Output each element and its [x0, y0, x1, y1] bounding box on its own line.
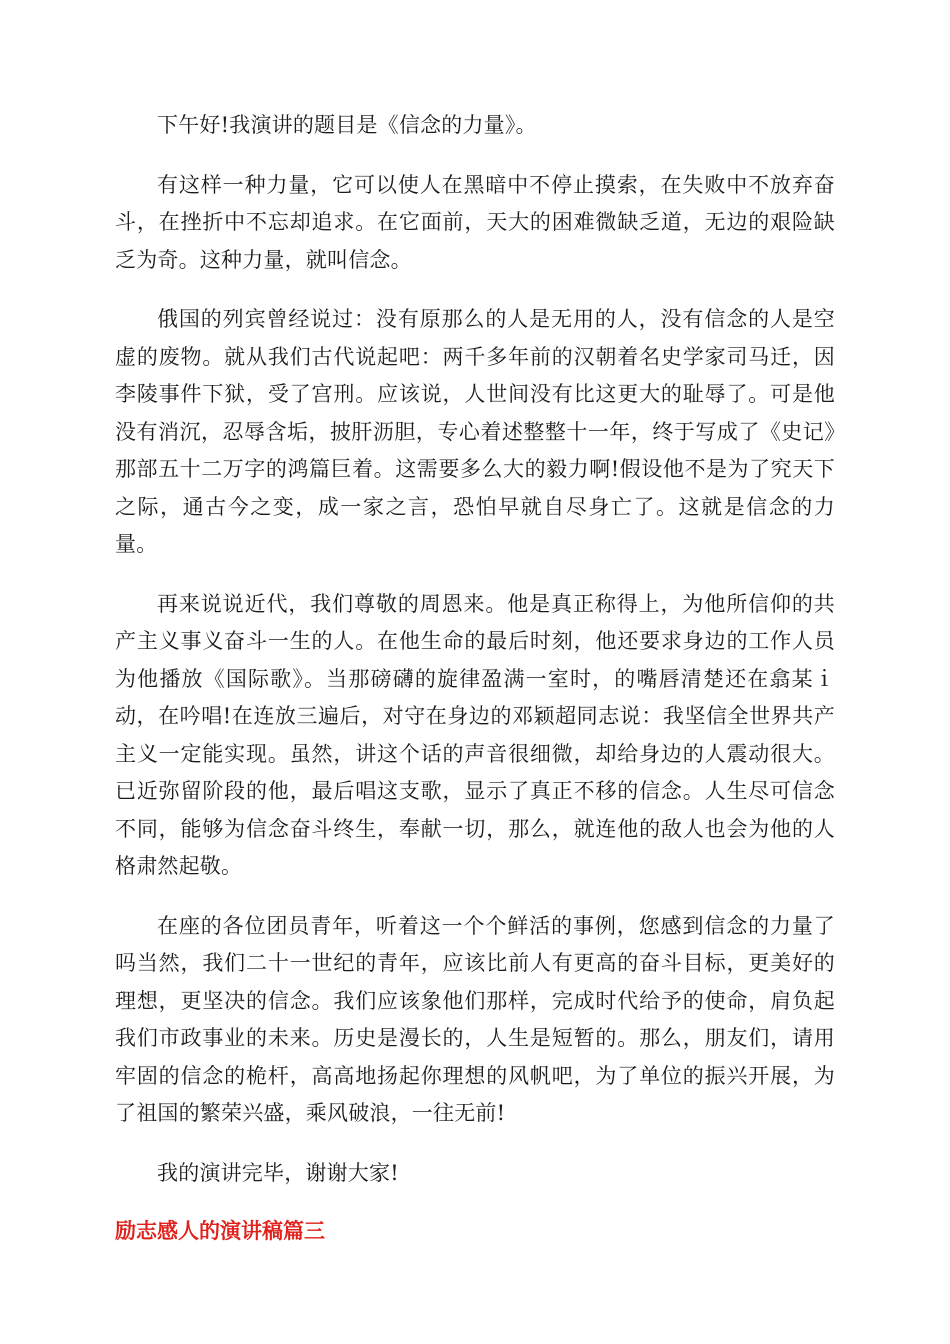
- paragraph-zhou-enlai: 再来说说近代，我们尊敬的周恩来。他是真正称得上，为他所信仰的共产主义事义奋斗一生的人。在他生命的最后时刻，他还要求身边的工作人员为他播放《国际歌》。当那磅礴的旋律盈满一室时，的嘴唇清楚还在翕某ｉ动，在吟唱!在连放三遍后，对守在身边的邓颖超同志说：我坚信全世界共产主义一定能实现。虽然，讲这个话的声音很细微，却给身边的人震动很大。已近弥留阶段的他，最后唱这支歌，显示了真正不移的信念。人生尽可信念不同，能够为信念奋斗终生，奉献一切，那么，就连他的敌人也会为他的人格肃然起敬。: [115, 591, 835, 878]
- document-body: [115, 107, 835, 1246]
- paragraph-closing: 我的演讲完毕，谢谢大家!: [157, 1160, 399, 1185]
- paragraph-power-of-belief: 有这样一种力量，它可以使人在黑暗中不停止摸索，在失败中不放弃奋斗，在挫折中不忘却追求。在它面前，天大的困难微缺乏道，无边的艰险缺乏为奇。这种力量，就叫信念。: [115, 172, 835, 272]
- paragraph-greeting: 下午好!我演讲的题目是《信念的力量》。: [157, 113, 537, 137]
- section-heading: 励志感人的演讲稿篇三: [115, 1219, 325, 1243]
- paragraph-sima-qian: 俄国的列宾曾经说过：没有原那么的人是无用的人，没有信念的人是空虚的废物。就从我们古代说起吧：两千多年前的汉朝着名史学家司马迁，因李陵事件下狱，受了宫刑。应该说，人世间没有比这更大的耻辱了。可是他没有消沉，忍辱含垢，披肝沥胆，专心着述整整十一年，终于写成了《史记》那部五十二万字的鸿篇巨着。这需要多么大的毅力啊!假设他不是为了究天下之际，通古今之变，成一家之言，恐怕早就自尽身亡了。这就是信念的力量。: [115, 307, 835, 556]
- paragraph-youth-call: 在座的各位团员青年，听着这一个个鲜活的事例，您感到信念的力量了吗当然，我们二十一世纪的青年，应该比前人有更高的奋斗目标，更美好的理想，更坚决的信念。我们应该象他们那样，完成时代给予的使命，肩负起我们市政事业的未来。历史是漫长的，人生是短暂的。那么，朋友们，请用牢固的信念的桅杆，高高地扬起你理想的风帆吧，为了单位的振兴开展，为了祖国的繁荣兴盛，乘风破浪，一往无前!: [115, 913, 835, 1125]
